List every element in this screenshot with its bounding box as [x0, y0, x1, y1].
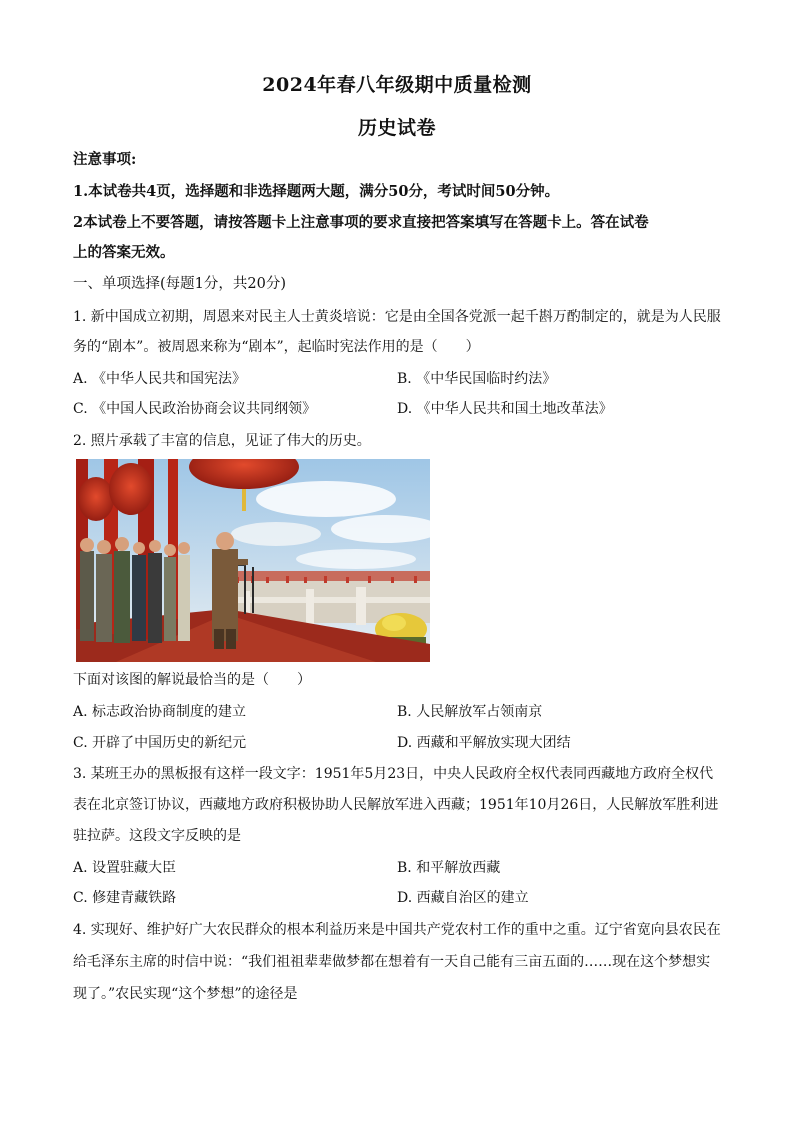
q1-option-d: D. 《中华人民共和国土地改革法》 — [397, 401, 613, 417]
notes-item-2-line-1: 2本试卷上不要答题，请按答题卡上注意事项的要求直接把答案填写在答题卡上。答在试卷 — [73, 214, 649, 231]
q2-option-a: A. 标志政治协商制度的建立 — [73, 704, 247, 720]
q4-stem-line-3: 现了。”农民实现“这个梦想”的途径是 — [73, 986, 298, 1002]
q3-stem-line-3: 驻拉萨。这段文字反映的是 — [73, 828, 241, 844]
founding-ceremony-painting — [76, 459, 430, 662]
q4-stem-line-2: 给毛泽东主席的时信中说：“我们祖祖辈辈做梦都在想着有一天自己能有三亩五面的……现在这个梦想实 — [73, 954, 711, 970]
q3-option-a: A. 设置驻藏大臣 — [73, 860, 177, 876]
notes-heading: 注意事项: — [73, 151, 137, 168]
section-1-heading: 一、单项选择(每题1分，共20分) — [73, 276, 286, 292]
q3-stem-line-1: 3. 某班王办的黑板报有这样一段文字：1951年5月23日，中央人民政府全权代表同西藏地方政府全权代 — [73, 766, 714, 782]
q3-option-b: B. 和平解放西藏 — [397, 860, 501, 876]
q4-stem-line-1: 4. 实现好、维护好广大农民群众的根本利益历来是中国共产党农村工作的重中之重。辽宁省宽向县农民在 — [73, 922, 721, 938]
q3-option-c: C. 修建青藏铁路 — [73, 890, 177, 906]
page-subtitle: 历史试卷 — [357, 117, 436, 139]
q1-stem-line-1: 1. 新中国成立初期，周恩来对民主人士黄炎培说：它是由全国各党派一起千斟万酌制定的，就是为人民服 — [73, 309, 721, 325]
q2-question: 下面对该图的解说最恰当的是（ ） — [73, 672, 311, 688]
q1-option-c: C. 《中国人民政治协商会议共同纲领》 — [73, 401, 317, 417]
q2-stem-line-1: 2. 照片承载了丰富的信息，见证了伟大的历史。 — [73, 433, 371, 449]
q1-stem-line-2: 务的“剧本”。被周恩来称为“剧本”，起临时宪法作用的是（ ） — [73, 339, 480, 355]
q1-option-b: B. 《中华民国临时约法》 — [397, 371, 557, 387]
q2-option-c: C. 开辟了中国历史的新纪元 — [73, 735, 247, 751]
notes-item-1: 1.本试卷共4页，选择题和非选择题两大题，满分50分，考试时间50分钟。 — [73, 183, 560, 200]
page-title: 2024年春八年级期中质量检测 — [262, 74, 532, 96]
q2-option-d: D. 西藏和平解放实现大团结 — [397, 735, 571, 751]
q3-option-d: D. 西藏自治区的建立 — [397, 890, 529, 906]
q2-option-b: B. 人民解放军占领南京 — [397, 704, 543, 720]
notes-item-2-line-2: 上的答案无效。 — [73, 244, 175, 261]
q3-stem-line-2: 表在北京签订协议，西藏地方政府积极协助人民解放军进入西藏；1951年10月26日，人民解放军胜利进 — [73, 797, 719, 813]
q1-option-a: A. 《中华人民共和国宪法》 — [73, 371, 247, 387]
